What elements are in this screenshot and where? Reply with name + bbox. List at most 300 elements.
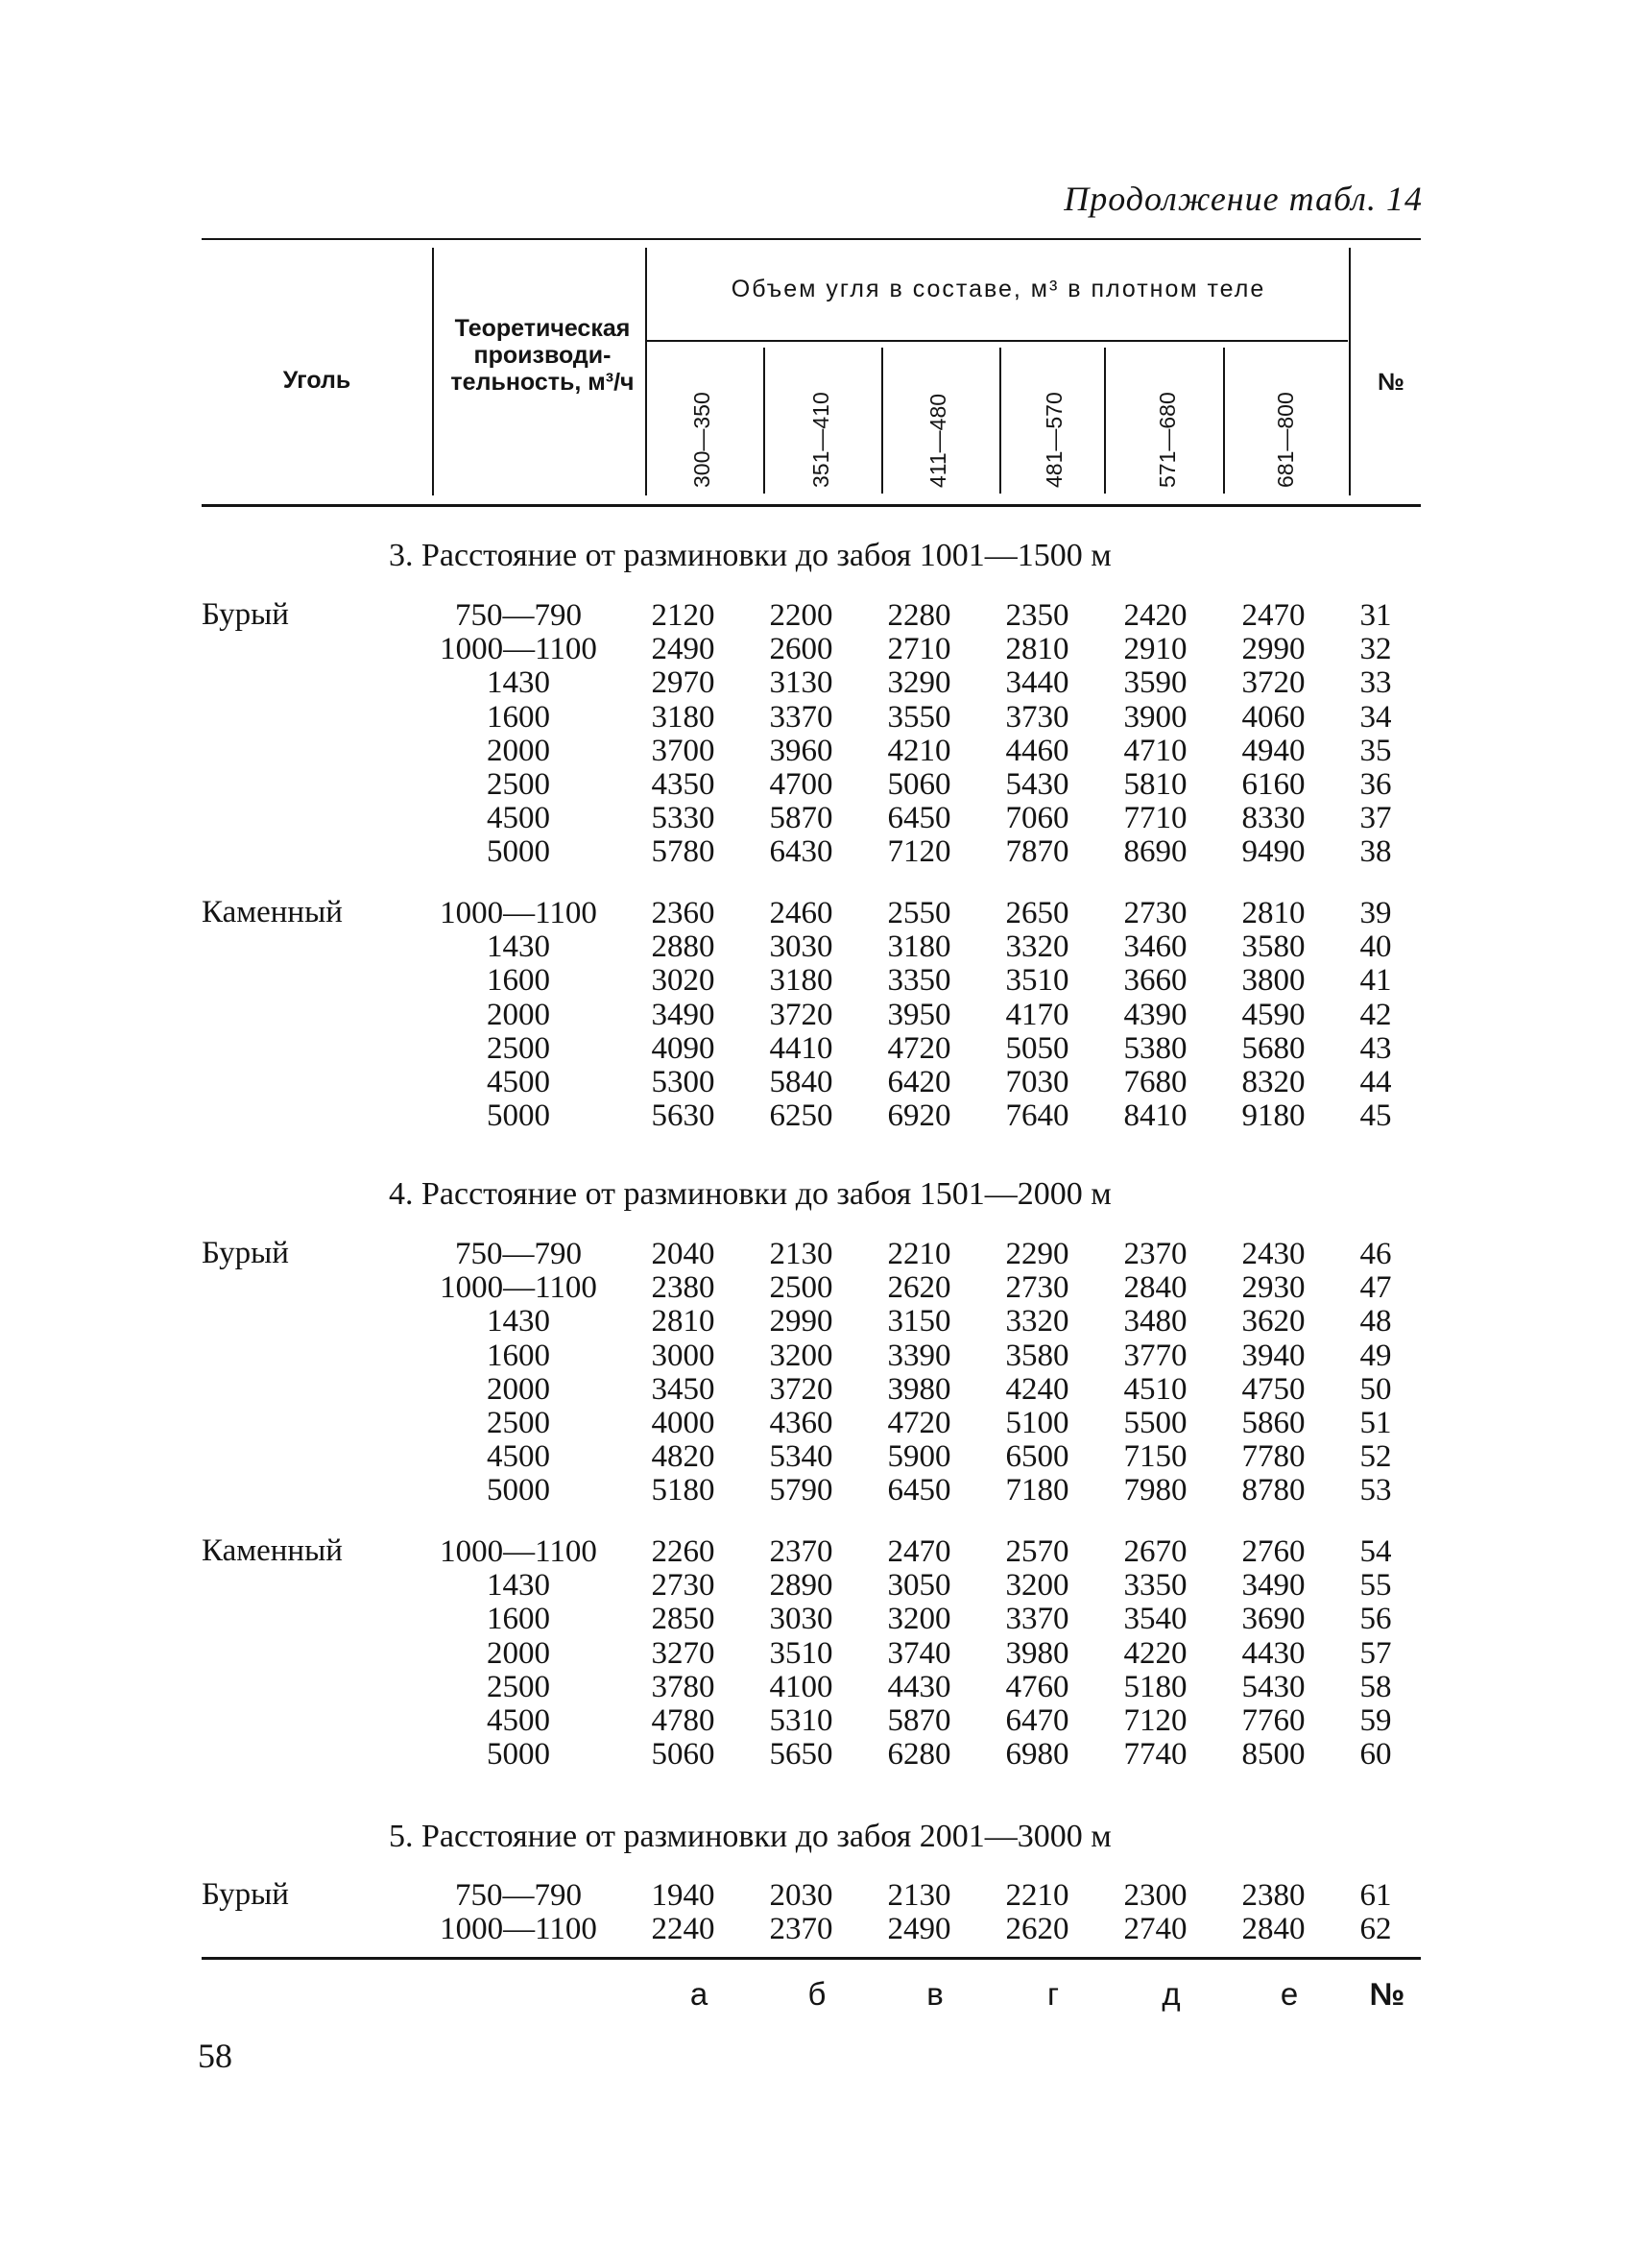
volume-cell: 5790 [769, 1473, 833, 1508]
row-number-cell: 55 [1359, 1568, 1392, 1604]
table-row [413, 1238, 1419, 1271]
table-row [413, 599, 1419, 633]
column-letter: д [1162, 1976, 1181, 2012]
column-letter: а [689, 1976, 708, 2012]
header-divider-1 [432, 248, 434, 495]
table-row [413, 1305, 1419, 1339]
volume-cell: 3780 [651, 1669, 715, 1704]
volume-cell: 7640 [1005, 1098, 1069, 1134]
volume-cell: 3000 [651, 1338, 715, 1373]
volume-cell: 7710 [1123, 801, 1188, 836]
volume-cell: 9180 [1241, 1098, 1306, 1134]
volume-cell: 4710 [1123, 733, 1188, 768]
volume-cell: 3460 [1123, 929, 1188, 965]
volume-cell: 5430 [1241, 1669, 1306, 1704]
volume-cell: 6280 [887, 1737, 951, 1773]
volume-cell: 3130 [769, 665, 833, 701]
volume-cell: 3950 [887, 997, 951, 1032]
volume-cell: 4760 [1005, 1669, 1069, 1704]
page-number: 58 [198, 2037, 232, 2075]
volume-cell: 5300 [651, 1065, 715, 1100]
volume-cell: 2470 [887, 1534, 951, 1569]
row-number-cell: 33 [1359, 665, 1392, 701]
capacity-cell: 1600 [487, 699, 550, 735]
volume-cell: 4940 [1241, 733, 1306, 768]
volume-cell: 3980 [887, 1371, 951, 1407]
table-row [413, 835, 1419, 869]
volume-cell: 3960 [769, 733, 833, 768]
capacity-cell: 1600 [487, 1602, 550, 1637]
volume-cell: 7870 [1005, 834, 1069, 870]
volume-cell: 7740 [1123, 1737, 1188, 1773]
volume-cell: 5330 [651, 801, 715, 836]
volume-cell: 6500 [1005, 1439, 1069, 1475]
volume-cell: 2120 [651, 598, 715, 633]
range-label: 411—480 [925, 393, 950, 488]
table-row [413, 1603, 1419, 1636]
volume-cell: 3480 [1123, 1304, 1188, 1339]
table-row [413, 1373, 1419, 1407]
row-number-cell: 52 [1359, 1439, 1392, 1475]
volume-cell: 7180 [1005, 1473, 1069, 1508]
row-number-cell: 57 [1359, 1635, 1392, 1671]
volume-cell: 2200 [769, 598, 833, 633]
volume-cell: 5630 [651, 1098, 715, 1134]
volume-cell: 6430 [769, 834, 833, 870]
capacity-cell: 2500 [487, 767, 550, 803]
volume-cell: 5870 [887, 1703, 951, 1739]
row-number-cell: 49 [1359, 1338, 1392, 1373]
table-row [413, 1066, 1419, 1099]
volume-cell: 2420 [1123, 598, 1188, 633]
table-row [413, 1879, 1419, 1913]
table-row [413, 1339, 1419, 1373]
volume-cell: 4170 [1005, 997, 1069, 1032]
volume-cell: 4780 [651, 1703, 715, 1739]
capacity-cell: 750—790 [455, 598, 582, 633]
volume-cell: 9490 [1241, 834, 1306, 870]
table-row [413, 930, 1419, 964]
column-letter: в [926, 1976, 944, 2012]
capacity-cell: 1000—1100 [440, 1270, 597, 1306]
capacity-cell: 2500 [487, 1406, 550, 1441]
capacity-cell: 4500 [487, 801, 550, 836]
row-number-cell: 43 [1359, 1030, 1392, 1066]
row-number-cell: 61 [1359, 1878, 1392, 1913]
row-number-cell: 53 [1359, 1473, 1392, 1508]
volume-cell: 3720 [769, 997, 833, 1032]
section-title: 4. Расстояние от разминовки до забоя 1501—2000 м [389, 1176, 1112, 1212]
volume-cell: 2030 [769, 1878, 833, 1913]
volume-cell: 5680 [1241, 1030, 1306, 1066]
volume-cell: 7780 [1241, 1439, 1306, 1475]
data-table-block [413, 897, 1419, 1133]
volume-cell: 3370 [769, 699, 833, 735]
volume-cell: 6420 [887, 1065, 951, 1100]
footer-rule [202, 1957, 1421, 1960]
volume-cell: 4360 [769, 1406, 833, 1441]
volume-cell: 2290 [1005, 1237, 1069, 1271]
data-table-block [413, 1535, 1419, 1772]
volume-cell: 3350 [887, 963, 951, 999]
volume-cell: 2650 [1005, 896, 1069, 930]
volume-cell: 2990 [769, 1304, 833, 1339]
volume-cell: 3800 [1241, 963, 1306, 999]
capacity-cell: 1600 [487, 1338, 550, 1373]
volume-cell: 2490 [887, 1912, 951, 1947]
volume-cell: 3390 [887, 1338, 951, 1373]
row-number-cell: 46 [1359, 1237, 1392, 1271]
capacity-cell: 1430 [487, 929, 550, 965]
volume-cell: 3180 [651, 699, 715, 735]
capacity-cell: 1000—1100 [440, 896, 597, 930]
section-title: 3. Расстояние от разминовки до забоя 1001—1500 м [389, 538, 1112, 573]
volume-cell: 2810 [651, 1304, 715, 1339]
volume-cell: 2930 [1241, 1270, 1306, 1306]
table-row [413, 1671, 1419, 1704]
volume-cell: 2840 [1123, 1270, 1188, 1306]
column-letter: г [1046, 1976, 1060, 2012]
volume-cell: 2740 [1123, 1912, 1188, 1947]
volume-cell: 8690 [1123, 834, 1188, 870]
volume-cell: 5340 [769, 1439, 833, 1475]
volume-cell: 3320 [1005, 1304, 1069, 1339]
volume-cell: 2570 [1005, 1534, 1069, 1569]
volume-cell: 3150 [887, 1304, 951, 1339]
capacity-cell: 2000 [487, 1371, 550, 1407]
volume-cell: 2850 [651, 1602, 715, 1637]
header-theoretical-capacity: Теоретическая производи-тельность, м³/ч [450, 315, 635, 396]
table-caption: Продолжение табл. 14 [1064, 180, 1423, 218]
volume-cell: 3580 [1005, 1338, 1069, 1373]
volume-cell: 3510 [1005, 963, 1069, 999]
volume-cell: 5650 [769, 1737, 833, 1773]
data-table-block [413, 1238, 1419, 1508]
volume-cell: 4090 [651, 1030, 715, 1066]
volume-cell: 2710 [887, 632, 951, 667]
capacity-cell: 2500 [487, 1669, 550, 1704]
volume-cell: 5430 [1005, 767, 1069, 803]
table-row [413, 1569, 1419, 1603]
header-divider-3 [1349, 248, 1351, 495]
coal-type-label: Каменный [202, 1533, 343, 1568]
volume-cell: 3200 [887, 1602, 951, 1637]
volume-cell: 6450 [887, 801, 951, 836]
volume-cell: 2730 [651, 1568, 715, 1604]
capacity-cell: 5000 [487, 834, 550, 870]
capacity-cell: 5000 [487, 1737, 550, 1773]
row-number-cell: 56 [1359, 1602, 1392, 1637]
volume-cell: 4460 [1005, 733, 1069, 768]
volume-cell: 7680 [1123, 1065, 1188, 1100]
volume-cell: 2260 [651, 1534, 715, 1569]
volume-cell: 3940 [1241, 1338, 1306, 1373]
row-number-cell: 36 [1359, 767, 1392, 803]
capacity-cell: 4500 [487, 1439, 550, 1475]
volume-cell: 8500 [1241, 1737, 1306, 1773]
volume-cell: 8780 [1241, 1473, 1306, 1508]
table-row [413, 964, 1419, 998]
header-number: № [1378, 369, 1404, 396]
volume-cell: 5860 [1241, 1406, 1306, 1441]
volume-cell: 6920 [887, 1098, 951, 1134]
volume-cell: 3620 [1241, 1304, 1306, 1339]
data-table-block [413, 1879, 1419, 1946]
volume-cell: 3200 [1005, 1568, 1069, 1604]
volume-cell: 3270 [651, 1635, 715, 1671]
range-label: 300—350 [689, 392, 714, 488]
table-row [413, 768, 1419, 802]
volume-cell: 2280 [887, 598, 951, 633]
volume-cell: 3730 [1005, 699, 1069, 735]
volume-cell: 5900 [887, 1439, 951, 1475]
capacity-cell: 1430 [487, 1304, 550, 1339]
capacity-cell: 5000 [487, 1473, 550, 1508]
volume-cell: 4000 [651, 1406, 715, 1441]
header-volume: Объем угля в составе, м³ в плотном теле [731, 276, 1266, 302]
row-number-cell: 38 [1359, 834, 1392, 870]
capacity-cell: 2500 [487, 1030, 550, 1066]
table-row [413, 633, 1419, 666]
capacity-cell: 1000—1100 [440, 1534, 597, 1569]
volume-cell: 4410 [769, 1030, 833, 1066]
volume-cell: 4820 [651, 1439, 715, 1475]
header-top-rule [202, 238, 1421, 240]
volume-cell: 3540 [1123, 1602, 1188, 1637]
range-label: 571—680 [1155, 392, 1180, 488]
table-row [413, 666, 1419, 700]
volume-cell: 5870 [769, 801, 833, 836]
capacity-cell: 750—790 [455, 1237, 582, 1271]
volume-cell: 5180 [651, 1473, 715, 1508]
volume-cell: 1940 [651, 1878, 715, 1913]
range-divider-5 [1223, 348, 1225, 494]
volume-cell: 2370 [769, 1534, 833, 1569]
volume-cell: 2130 [769, 1237, 833, 1271]
volume-cell: 2880 [651, 929, 715, 965]
capacity-cell: 750—790 [455, 1878, 582, 1913]
volume-cell: 2910 [1123, 632, 1188, 667]
table-row [413, 1032, 1419, 1066]
volume-cell: 3720 [769, 1371, 833, 1407]
volume-cell: 3580 [1241, 929, 1306, 965]
volume-cell: 4100 [769, 1669, 833, 1704]
volume-cell: 5180 [1123, 1669, 1188, 1704]
volume-cell: 2500 [769, 1270, 833, 1306]
volume-cell: 4700 [769, 767, 833, 803]
row-number-cell: 48 [1359, 1304, 1392, 1339]
range-label: 351—410 [808, 392, 833, 488]
row-number-cell: 32 [1359, 632, 1392, 667]
volume-cell: 4350 [651, 767, 715, 803]
volume-cell: 4510 [1123, 1371, 1188, 1407]
row-number-cell: 34 [1359, 699, 1392, 735]
volume-cell: 3320 [1005, 929, 1069, 965]
row-number-cell: 62 [1359, 1912, 1392, 1947]
row-number-cell: 42 [1359, 997, 1392, 1032]
volume-cell: 5060 [887, 767, 951, 803]
volume-cell: 2240 [651, 1912, 715, 1947]
row-number-cell: 59 [1359, 1703, 1392, 1739]
volume-cell: 2130 [887, 1878, 951, 1913]
volume-cell: 4430 [1241, 1635, 1306, 1671]
volume-cell: 3590 [1123, 665, 1188, 701]
table-row [413, 999, 1419, 1032]
volume-cell: 2600 [769, 632, 833, 667]
volume-cell: 7980 [1123, 1473, 1188, 1508]
volume-cell: 2810 [1241, 896, 1306, 930]
volume-cell: 3980 [1005, 1635, 1069, 1671]
volume-cell: 2210 [887, 1237, 951, 1271]
volume-cell: 3720 [1241, 665, 1306, 701]
header-bottom-rule [202, 504, 1421, 507]
volume-cell: 4590 [1241, 997, 1306, 1032]
volume-cell: 3450 [651, 1371, 715, 1407]
capacity-cell: 1000—1100 [440, 1912, 597, 1947]
volume-cell: 3370 [1005, 1602, 1069, 1637]
volume-cell: 3510 [769, 1635, 833, 1671]
volume-cell: 3200 [769, 1338, 833, 1373]
volume-cell: 2300 [1123, 1878, 1188, 1913]
row-number-cell: 31 [1359, 598, 1392, 633]
volume-cell: 2370 [769, 1912, 833, 1947]
volume-cell: 4240 [1005, 1371, 1069, 1407]
volume-cell: 6450 [887, 1473, 951, 1508]
volume-cell: 7030 [1005, 1065, 1069, 1100]
volume-cell: 4720 [887, 1030, 951, 1066]
volume-cell: 3770 [1123, 1338, 1188, 1373]
data-table-block [413, 599, 1419, 870]
volume-cell: 8330 [1241, 801, 1306, 836]
range-divider-4 [1104, 348, 1106, 494]
coal-type-label: Каменный [202, 895, 343, 929]
volume-cell: 5810 [1123, 767, 1188, 803]
coal-type-label: Бурый [202, 1236, 289, 1270]
volume-cell: 4430 [887, 1669, 951, 1704]
volume-cell: 2620 [1005, 1912, 1069, 1947]
row-number-cell: 58 [1359, 1669, 1392, 1704]
volume-cell: 3550 [887, 699, 951, 735]
volume-cell: 4750 [1241, 1371, 1306, 1407]
row-number-cell: 41 [1359, 963, 1392, 999]
volume-cell: 2380 [1241, 1878, 1306, 1913]
volume-cell: 3690 [1241, 1602, 1306, 1637]
row-number-cell: 40 [1359, 929, 1392, 965]
capacity-cell: 5000 [487, 1098, 550, 1134]
row-number-cell: 51 [1359, 1406, 1392, 1441]
volume-cell: 6470 [1005, 1703, 1069, 1739]
table-row [413, 1913, 1419, 1946]
volume-cell: 6980 [1005, 1737, 1069, 1773]
table-row [413, 1535, 1419, 1569]
volume-cell: 5500 [1123, 1406, 1188, 1441]
volume-cell: 2970 [651, 665, 715, 701]
volume-cell: 2990 [1241, 632, 1306, 667]
row-number-cell: 35 [1359, 733, 1392, 768]
capacity-cell: 2000 [487, 997, 550, 1032]
capacity-cell: 2000 [487, 1635, 550, 1671]
volume-cell: 2210 [1005, 1878, 1069, 1913]
volume-cell: 3180 [887, 929, 951, 965]
table-row [413, 1704, 1419, 1738]
volume-cell: 3020 [651, 963, 715, 999]
volume-cell: 2730 [1123, 896, 1188, 930]
range-divider-2 [881, 348, 883, 494]
volume-cell: 2430 [1241, 1237, 1306, 1271]
volume-cell: 5050 [1005, 1030, 1069, 1066]
volume-cell: 7060 [1005, 801, 1069, 836]
volume-cell: 3180 [769, 963, 833, 999]
volume-cell: 5100 [1005, 1406, 1069, 1441]
volume-cell: 2380 [651, 1270, 715, 1306]
table-row [413, 701, 1419, 735]
volume-cell: 7150 [1123, 1439, 1188, 1475]
volume-cell: 5060 [651, 1737, 715, 1773]
volume-cell: 7760 [1241, 1703, 1306, 1739]
volume-cell: 3490 [651, 997, 715, 1032]
volume-cell: 4220 [1123, 1635, 1188, 1671]
table-row [413, 1407, 1419, 1440]
volume-cell: 3030 [769, 929, 833, 965]
volume-cell: 5780 [651, 834, 715, 870]
range-divider-3 [999, 348, 1001, 494]
volume-sub-rule [647, 340, 1348, 342]
capacity-cell: 1430 [487, 665, 550, 701]
column-letter: б [807, 1976, 827, 2012]
volume-cell: 3290 [887, 665, 951, 701]
capacity-cell: 1430 [487, 1568, 550, 1604]
capacity-cell: 1600 [487, 963, 550, 999]
column-letter: е [1280, 1976, 1299, 2012]
range-label: 481—570 [1042, 392, 1067, 488]
volume-cell: 7120 [1123, 1703, 1188, 1739]
volume-cell: 2370 [1123, 1237, 1188, 1271]
volume-cell: 6250 [769, 1098, 833, 1134]
row-number-cell: 39 [1359, 896, 1392, 930]
volume-cell: 4720 [887, 1406, 951, 1441]
volume-cell: 2840 [1241, 1912, 1306, 1947]
table-row [413, 1099, 1419, 1133]
row-number-cell: 50 [1359, 1371, 1392, 1407]
volume-cell: 2550 [887, 896, 951, 930]
table-row [413, 897, 1419, 930]
row-number-cell: 44 [1359, 1065, 1392, 1100]
table-row [413, 1637, 1419, 1671]
volume-cell: 5840 [769, 1065, 833, 1100]
table-row [413, 1738, 1419, 1772]
coal-type-label: Бурый [202, 1877, 289, 1912]
volume-cell: 2810 [1005, 632, 1069, 667]
volume-cell: 2040 [651, 1237, 715, 1271]
capacity-cell: 1000—1100 [440, 632, 597, 667]
range-divider-1 [763, 348, 765, 494]
row-number-cell: 45 [1359, 1098, 1392, 1134]
volume-cell: 2470 [1241, 598, 1306, 633]
volume-cell: 2760 [1241, 1534, 1306, 1569]
coal-type-label: Бурый [202, 597, 289, 632]
volume-cell: 7120 [887, 834, 951, 870]
volume-cell: 2670 [1123, 1534, 1188, 1569]
row-number-cell: 60 [1359, 1737, 1392, 1773]
volume-cell: 8320 [1241, 1065, 1306, 1100]
volume-cell: 2620 [887, 1270, 951, 1306]
volume-cell: 3350 [1123, 1568, 1188, 1604]
table-row [413, 1474, 1419, 1508]
volume-cell: 2460 [769, 896, 833, 930]
header-coal: Уголь [282, 367, 351, 394]
volume-cell: 3660 [1123, 963, 1188, 999]
capacity-cell: 2000 [487, 733, 550, 768]
